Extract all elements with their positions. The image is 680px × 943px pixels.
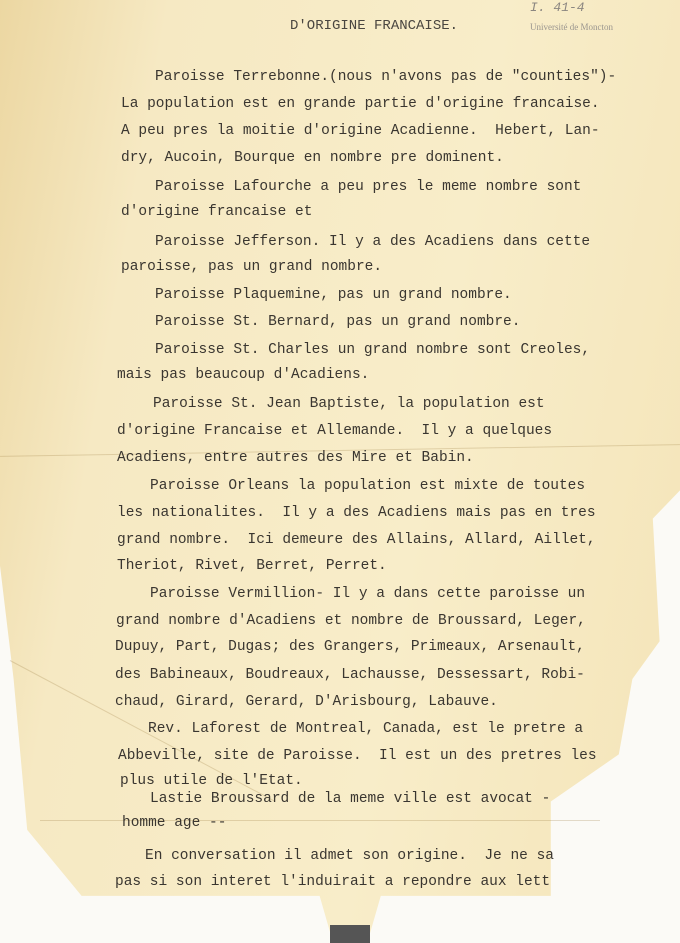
- archive-reference: I. 41-4: [530, 0, 585, 15]
- text-line: Rev. Laforest de Montreal, Canada, est le pretre a: [148, 721, 584, 737]
- text-line: Paroisse St. Bernard, pas un grand nombre.: [155, 314, 521, 330]
- text-line: Theriot, Rivet, Berret, Perret.: [117, 558, 387, 574]
- text-line: En conversation il admet son origine. Je ne sa: [145, 848, 554, 864]
- text-line: Paroisse Lafourche a peu pres le meme nombre sont: [155, 179, 582, 195]
- text-line: Paroisse Plaquemine, pas un grand nombre.: [155, 287, 512, 303]
- text-line: paroisse, pas un grand nombre.: [121, 259, 383, 275]
- document-title: D'ORIGINE FRANCAISE.: [290, 18, 459, 34]
- text-line: d'origine francaise et: [121, 204, 313, 220]
- text-line: Paroisse Terrebonne.(nous n'avons pas de "counties")-: [155, 69, 617, 85]
- text-line: A peu pres la moitie d'origine Acadienne. Hebert, Lan-: [121, 123, 600, 139]
- text-line: Paroisse Orleans la population est mixte de toutes: [150, 478, 586, 494]
- text-line: homme age --: [122, 815, 227, 831]
- text-line: pas si son interet l'induirait a repondre aux lett: [115, 874, 551, 890]
- text-line: dry, Aucoin, Bourque en nombre pre dominent.: [121, 150, 504, 166]
- text-line: d'origine Francaise et Allemande. Il y a quelques: [117, 423, 553, 439]
- text-line: Paroisse Vermillion- Il y a dans cette paroisse un: [150, 586, 586, 602]
- text-line: Lastie Broussard de la meme ville est avocat -: [150, 791, 551, 807]
- binder-edge: [330, 925, 370, 943]
- text-line: mais pas beaucoup d'Acadiens.: [117, 367, 370, 383]
- text-line: grand nombre. Ici demeure des Allains, Allard, Aillet,: [117, 532, 596, 548]
- text-line: La population est en grande partie d'origine francaise.: [121, 96, 600, 112]
- text-line: Paroisse Jefferson. Il y a des Acadiens dans cette: [155, 234, 591, 250]
- text-line: chaud, Girard, Gerard, D'Arisbourg, Labauve.: [115, 694, 498, 710]
- text-line: grand nombre d'Acadiens et nombre de Broussard, Leger,: [116, 613, 586, 629]
- text-line: Paroisse St. Charles un grand nombre sont Creoles,: [155, 342, 591, 358]
- archive-stamp: Université de Moncton: [530, 22, 613, 32]
- text-line: Paroisse St. Jean Baptiste, la population est: [153, 396, 545, 412]
- text-line: Acadiens, entre autres des Mire et Babin.: [117, 450, 474, 466]
- text-line: Dupuy, Part, Dugas; des Grangers, Primeaux, Arsenault,: [115, 639, 585, 655]
- text-line: Abbeville, site de Paroisse. Il est un des pretres les: [118, 748, 597, 764]
- text-line: plus utile de l'Etat.: [120, 773, 303, 789]
- text-line: les nationalites. Il y a des Acadiens mais pas en tres: [117, 505, 596, 521]
- text-line: des Babineaux, Boudreaux, Lachausse, Dessessart, Robi-: [115, 667, 585, 683]
